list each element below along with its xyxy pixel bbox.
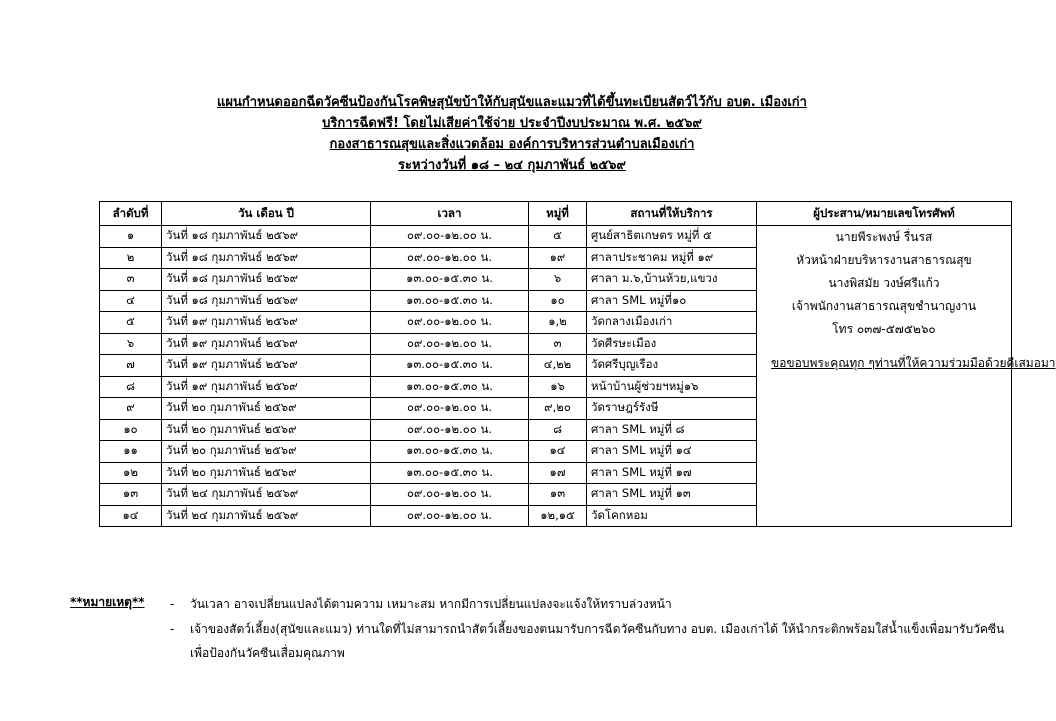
row-date: วันที่ ๒๐ กุมภาพันธ์ ๒๕๖๙ xyxy=(162,462,371,484)
row-moo: ๑๒,๑๕ xyxy=(529,505,587,527)
row-number: ๑๓ xyxy=(100,484,162,506)
row-moo: ๓ xyxy=(529,333,587,355)
row-date: วันที่ ๑๘ กุมภาพันธ์ ๒๕๖๙ xyxy=(162,269,371,291)
row-number: ๙ xyxy=(100,398,162,420)
row-place: ศาลาประชาคม หมู่ที่ ๑๙ xyxy=(587,247,757,269)
row-number: ๖ xyxy=(100,333,162,355)
row-date: วันที่ ๒๔ กุมภาพันธ์ ๒๕๖๙ xyxy=(162,505,371,527)
document-title-block xyxy=(0,92,1024,176)
row-time: ๐๙.๐๐-๑๒.๐๐ น. xyxy=(371,505,529,527)
contact-position2: เจ้าพนักงานสาธารณสุขชำนาญงาน xyxy=(791,299,977,313)
row-number: ๕ xyxy=(100,312,162,334)
row-date: วันที่ ๑๘ กุมภาพันธ์ ๒๕๖๙ xyxy=(162,290,371,312)
row-time: ๑๓.๐๐-๑๕.๓๐ น. xyxy=(371,290,529,312)
header-place: สถานที่ให้บริการ xyxy=(587,202,757,226)
row-place: ศาลา ม.๖,บ้านห้วย,แขวง xyxy=(587,269,757,291)
row-date: วันที่ ๑๙ กุมภาพันธ์ ๒๕๖๙ xyxy=(162,376,371,398)
contact-name: นายพีระพงษ์ รื่นรส xyxy=(835,230,933,244)
row-place: ศาลา SML หมู่ที่ ๑๗ xyxy=(587,462,757,484)
row-moo: ๔,๒๒ xyxy=(529,355,587,377)
row-time: ๐๙.๐๐-๑๒.๐๐ น. xyxy=(371,247,529,269)
row-number: ๓ xyxy=(100,269,162,291)
title-line-1: แผนกำหนดออกฉีดวัคซีนป้องกันโรคพิษสุนัขบ้าให้กับสุนัขและแมวที่ได้ขึ้นทะเบียนสัตว์ไว้กับ อบต. เมืองเก่า xyxy=(217,95,807,110)
note-text: วันเวลา อาจเปลี่ยนแปลงได้ตามความ เหมาะสม หากมีการเปลี่ยนแปลงจะแจ้งให้ทราบล่วงหน้า xyxy=(190,597,672,611)
row-place: ศาลา SML หมู่ที่ ๘ xyxy=(587,419,757,441)
row-date: วันที่ ๒๐ กุมภาพันธ์ ๒๕๖๙ xyxy=(162,419,371,441)
row-place: หน้าบ้านผู้ช่วยฯหมู่๑๖ xyxy=(587,376,757,398)
row-time: ๑๓.๐๐-๑๕.๓๐ น. xyxy=(371,441,529,463)
row-date: วันที่ ๑๙ กุมภาพันธ์ ๒๕๖๙ xyxy=(162,333,371,355)
row-moo: ๖ xyxy=(529,269,587,291)
thanks-message: ขอขอบพระคุณทุก ๆท่านที่ให้ความร่วมมือด้วยดีเสมอมา xyxy=(771,356,1056,370)
row-number: ๑ xyxy=(100,226,162,248)
note-text: เจ้าของสัตว์เลี้ยง(สุนัขและแมว) ท่านใดที่ไม่สามารถนำสัตว์เลี้ยงของตนมารับการฉีดวัคซีนกับทาง อบต. เมืองเก่าได้ ให้นำกระติกพร้อมใส่น้ำแข็งเพื่อมารับวัคซีน xyxy=(190,622,1005,636)
title-line-3: กองสาธารณสุขและสิ่งแวดล้อม องค์การบริหารส่วนตำบลเมืองเก่า xyxy=(329,137,695,152)
row-time: ๑๓.๐๐-๑๕.๓๐ น. xyxy=(371,376,529,398)
row-place: วัดกลางเมืองเก่า xyxy=(587,312,757,334)
row-time: ๑๓.๐๐-๑๕.๓๐ น. xyxy=(371,355,529,377)
row-date: วันที่ ๒๔ กุมภาพันธ์ ๒๕๖๙ xyxy=(162,484,371,506)
row-time: ๐๙.๐๐-๑๒.๐๐ น. xyxy=(371,312,529,334)
note-item xyxy=(170,618,1004,640)
header-no: ลำดับที่ xyxy=(100,202,162,226)
header-moo: หมู่ที่ xyxy=(529,202,587,226)
row-number: ๒ xyxy=(100,247,162,269)
contact-cell xyxy=(757,226,1056,527)
note-dash: - xyxy=(170,597,175,611)
row-place: วัดราษฎร์รังษี xyxy=(587,398,757,420)
row-date: วันที่ ๒๐ กุมภาพันธ์ ๒๕๖๙ xyxy=(162,398,371,420)
row-date: วันที่ ๑๘ กุมภาพันธ์ ๒๕๖๙ xyxy=(162,226,371,248)
row-time: ๑๓.๐๐-๑๕.๓๐ น. xyxy=(371,462,529,484)
row-time: ๐๙.๐๐-๑๒.๐๐ น. xyxy=(371,333,529,355)
row-moo: ๑๖ xyxy=(529,376,587,398)
row-date: วันที่ ๒๐ กุมภาพันธ์ ๒๕๖๙ xyxy=(162,441,371,463)
table-header-row xyxy=(100,202,1012,226)
title-line-4: ระหว่างวันที่ ๑๘ – ๒๔ กุมภาพันธ์ ๒๕๖๙ xyxy=(398,158,626,173)
contact-phone: โทร ๐๓๗-๕๗๕๒๖๐ xyxy=(832,322,936,336)
title-line-2: บริการฉีดฟรี! โดยไม่เสียค่าใช้จ่าย ประจำปีงบประมาณ พ.ศ. ๒๕๖๙ xyxy=(322,116,702,131)
row-time: ๑๓.๐๐-๑๕.๓๐ น. xyxy=(371,269,529,291)
row-moo: ๑๙ xyxy=(529,247,587,269)
header-contact: ผู้ประสาน/หมายเลขโทรศัพท์ xyxy=(757,202,1012,226)
table-row xyxy=(100,226,1012,248)
row-moo: ๑,๒ xyxy=(529,312,587,334)
row-date: วันที่ ๑๘ กุมภาพันธ์ ๒๕๖๙ xyxy=(162,247,371,269)
row-moo: ๑๔ xyxy=(529,441,587,463)
schedule-table xyxy=(99,201,1056,527)
row-place: ศาลา SML หมู่ที่๑๐ xyxy=(587,290,757,312)
row-place: ศาลา SML หมู่ที่ ๑๔ xyxy=(587,441,757,463)
row-time: ๐๙.๐๐-๑๒.๐๐ น. xyxy=(371,398,529,420)
note-item xyxy=(170,593,672,615)
row-number: ๗ xyxy=(100,355,162,377)
contact-name2: นางพิสมัย วงษ์ศรีแก้ว xyxy=(828,276,940,290)
row-moo: ๑๗ xyxy=(529,462,587,484)
row-number: ๔ xyxy=(100,290,162,312)
row-time: ๐๙.๐๐-๑๒.๐๐ น. xyxy=(371,226,529,248)
row-time: ๐๙.๐๐-๑๒.๐๐ น. xyxy=(371,484,529,506)
row-number: ๑๐ xyxy=(100,419,162,441)
notes-label: **หมายเหตุ** xyxy=(70,595,145,609)
row-number: ๑๑ xyxy=(100,441,162,463)
row-place: วัดศีรษะเมือง xyxy=(587,333,757,355)
row-date: วันที่ ๑๙ กุมภาพันธ์ ๒๕๖๙ xyxy=(162,312,371,334)
row-place: วัดศรีบุญเรือง xyxy=(587,355,757,377)
header-date: วัน เดือน ปี xyxy=(162,202,371,226)
row-moo: ๕ xyxy=(529,226,587,248)
note-item-continuation: เพื่อป้องกันวัคซีนเสื่อมคุณภาพ xyxy=(190,646,345,660)
row-place: ศูนย์สาธิตเกษตร หมู่ที่ ๕ xyxy=(587,226,757,248)
row-date: วันที่ ๑๙ กุมภาพันธ์ ๒๕๖๙ xyxy=(162,355,371,377)
header-time: เวลา xyxy=(371,202,529,226)
row-place: วัดโคกหอม xyxy=(587,505,757,527)
row-place: ศาลา SML หมู่ที่ ๑๓ xyxy=(587,484,757,506)
contact-position: หัวหน้าฝ่ายบริหารงานสาธารณสุข xyxy=(796,253,972,267)
row-moo: ๑๓ xyxy=(529,484,587,506)
row-number: ๑๒ xyxy=(100,462,162,484)
note-dash: - xyxy=(170,622,175,636)
row-number: ๘ xyxy=(100,376,162,398)
row-moo: ๑๐ xyxy=(529,290,587,312)
row-time: ๐๙.๐๐-๑๒.๐๐ น. xyxy=(371,419,529,441)
row-moo: ๘ xyxy=(529,419,587,441)
row-number: ๑๔ xyxy=(100,505,162,527)
row-moo: ๙,๒๐ xyxy=(529,398,587,420)
